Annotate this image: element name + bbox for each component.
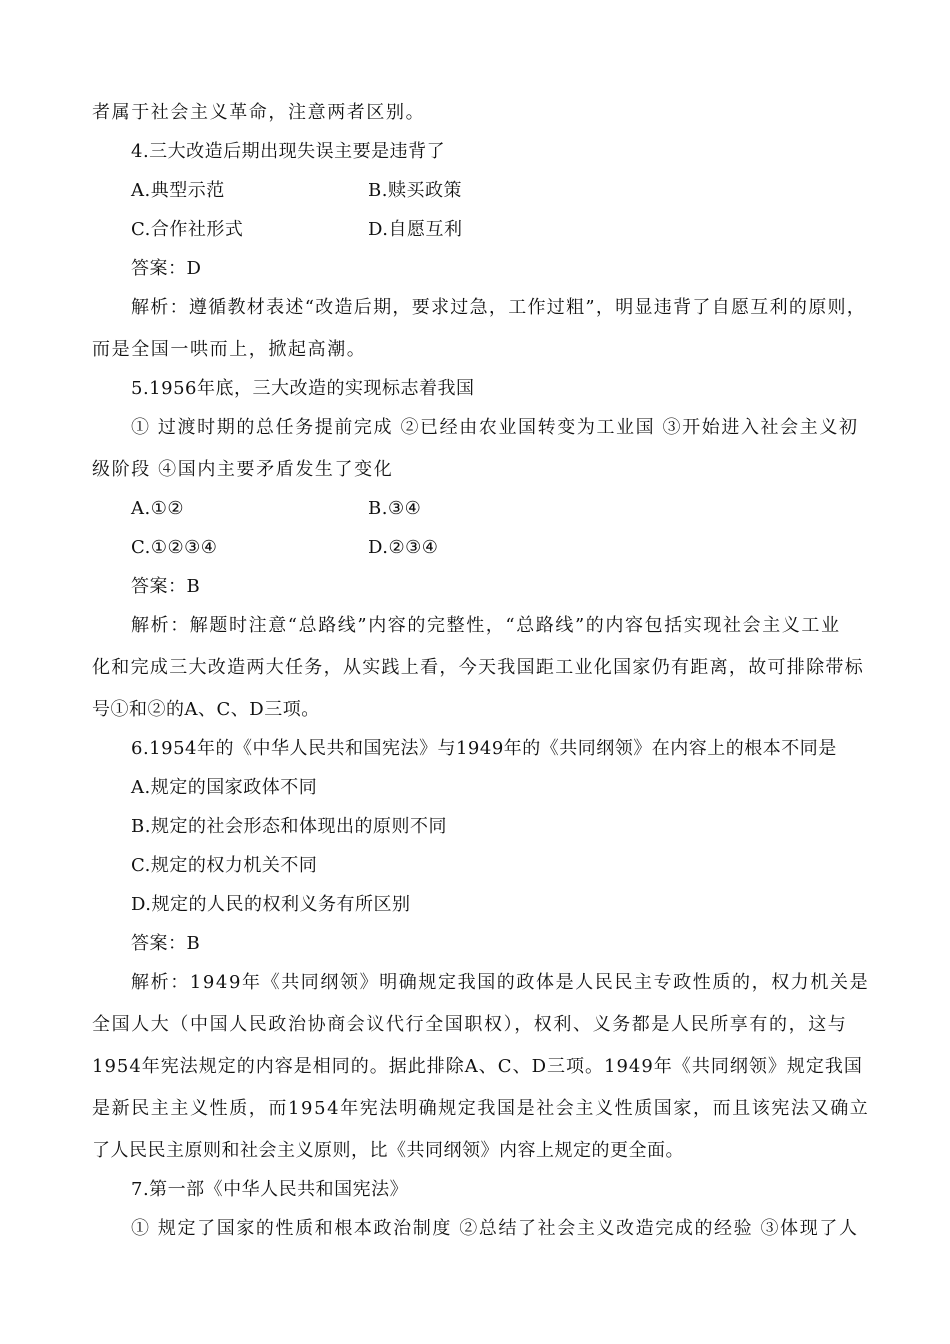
q6-option-c: C.规定的权力机关不同 — [131, 855, 318, 876]
q4-option-a: A.典型示范 — [131, 180, 225, 201]
continuation-text: 者属于社会主义革命，注意两者区别。 — [92, 102, 426, 123]
q4-analysis-line: 解析：遵循教材表述“改造后期，要求过急，工作过粗”，明显违背了自愿互利的原则， — [131, 297, 867, 318]
q6-analysis-line: 是新民主主义性质，而1954年宪法明确规定我国是社会主义性质国家，而且该宪法又确立 — [92, 1098, 870, 1119]
q4-analysis-line: 而是全国一哄而上，掀起高潮。 — [92, 339, 367, 360]
q6-option-a: A.规定的国家政体不同 — [131, 777, 318, 798]
q5-analysis-line: 号①和②的A、C、D三项。 — [92, 699, 320, 720]
q4-option-c: C.合作社形式 — [131, 219, 244, 240]
q6-stem: 6.1954年的《中华人民共和国宪法》与1949年的《共同纲领》在内容上的根本不同是 — [131, 738, 837, 759]
q6-option-b: B.规定的社会形态和体现出的原则不同 — [131, 816, 447, 837]
q6-analysis-line: 1954年宪法规定的内容是相同的。据此排除A、C、D三项。1949年《共同纲领》规定我国 — [92, 1056, 863, 1077]
q5-option-c: C.①②③④ — [131, 537, 218, 558]
q7-stem: 7.第一部《中华人民共和国宪法》 — [131, 1179, 409, 1200]
q6-analysis-line: 解析：1949年《共同纲领》明确规定我国的政体是人民民主专政性质的，权力机关是 — [131, 972, 870, 993]
q4-option-d: D.自愿互利 — [368, 219, 463, 240]
q5-option-b: B.③④ — [368, 498, 422, 519]
q5-analysis-line: 解析：解题时注意“总路线”内容的完整性，“总路线”的内容包括实现社会主义工业 — [131, 615, 841, 636]
q5-items-line: ① 过渡时期的总任务提前完成 ②已经由农业国转变为工业国 ③开始进入社会主义初 — [131, 417, 859, 438]
q5-answer: 答案：B — [131, 576, 201, 597]
q7-items-line: ① 规定了国家的性质和根本政治制度 ②总结了社会主义改造完成的经验 ③体现了人 — [131, 1218, 859, 1239]
q5-items-line: 级阶段 ④国内主要矛盾发生了变化 — [92, 459, 394, 480]
q5-option-a: A.①② — [131, 498, 184, 519]
q6-analysis-line: 全国人大（中国人民政治协商会议代行全国职权），权利、义务都是人民所享有的，这与 — [92, 1014, 848, 1035]
q6-answer: 答案：B — [131, 933, 201, 954]
q5-option-d: D.②③④ — [368, 537, 439, 558]
q4-answer: 答案：D — [131, 258, 202, 279]
q5-stem: 5.1956年底，三大改造的实现标志着我国 — [131, 378, 475, 399]
q4-stem: 4.三大改造后期出现失误主要是违背了 — [131, 141, 446, 162]
q6-option-d: D.规定的人民的权利义务有所区别 — [131, 894, 411, 915]
q5-analysis-line: 化和完成三大改造两大任务，从实践上看，今天我国距工业化国家仍有距离，故可排除带标 — [92, 657, 864, 678]
q4-option-b: B.赎买政策 — [368, 180, 462, 201]
q6-analysis-line: 了人民民主原则和社会主义原则，比《共同纲领》内容上规定的更全面。 — [92, 1140, 684, 1161]
